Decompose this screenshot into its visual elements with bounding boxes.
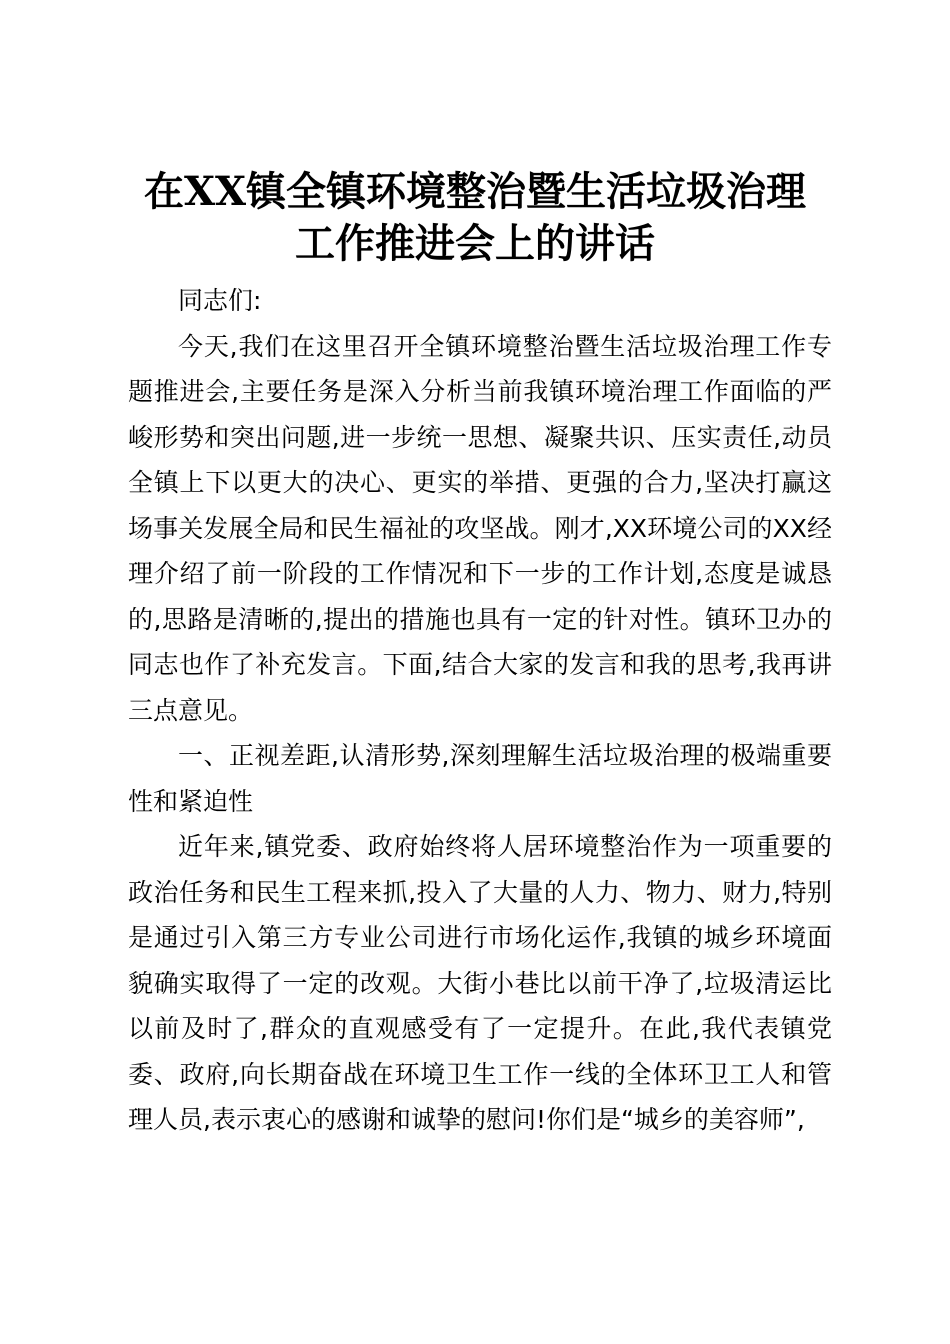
section-heading-1: 一、正视差距,认清形势,深刻理解生活垃圾治理的极端重要性和紧迫性: [128, 741, 832, 816]
salutation: 同志们:: [178, 286, 262, 315]
title-line-1: 在XX镇全镇环境整治暨生活垃圾治理: [143, 168, 807, 215]
document-body: [128, 278, 832, 1143]
paragraph-opening: 今天,我们在这里召开全镇环境整治暨生活垃圾治理工作专题推进会,主要任务是深入分析当前我镇环境治理工作面临的严峻形势和突出问题,进一步统一思想、凝聚共识、压实责任,动员全镇上下以更大的决心、更实的举措、更强的合力,坚决打赢这场事关发展全局和民生福祉的攻坚战。刚才,XX环境公司的XX经理介绍了前一阶段的工作情况和下一步的工作计划,态度是诚恳的,思路是清晰的,提出的措施也具有一定的针对性。镇环卫办的同志也作了补充发言。下面,结合大家的发言和我的思考,我再讲三点意见。: [128, 331, 832, 725]
paragraph-section-1: 近年来,镇党委、政府始终将人居环境整治作为一项重要的政治任务和民生工程来抓,投入了大量的人力、物力、财力,特别是通过引入第三方专业公司进行市场化运作,我镇的城乡环境面貌确实取得了一定的改观。大街小巷比以前干净了,垃圾清运比以前及时了,群众的直观感受有了一定提升。在此,我代表镇党委、政府,向长期奋战在环境卫生工作一线的全体环卫工人和管理人员,表示衷心的感谢和诚挚的慰问!你们是“城乡的美容师”,: [128, 832, 832, 1134]
title-line-2: 工作推进会上的讲话: [295, 220, 655, 267]
document-title: [120, 166, 830, 270]
